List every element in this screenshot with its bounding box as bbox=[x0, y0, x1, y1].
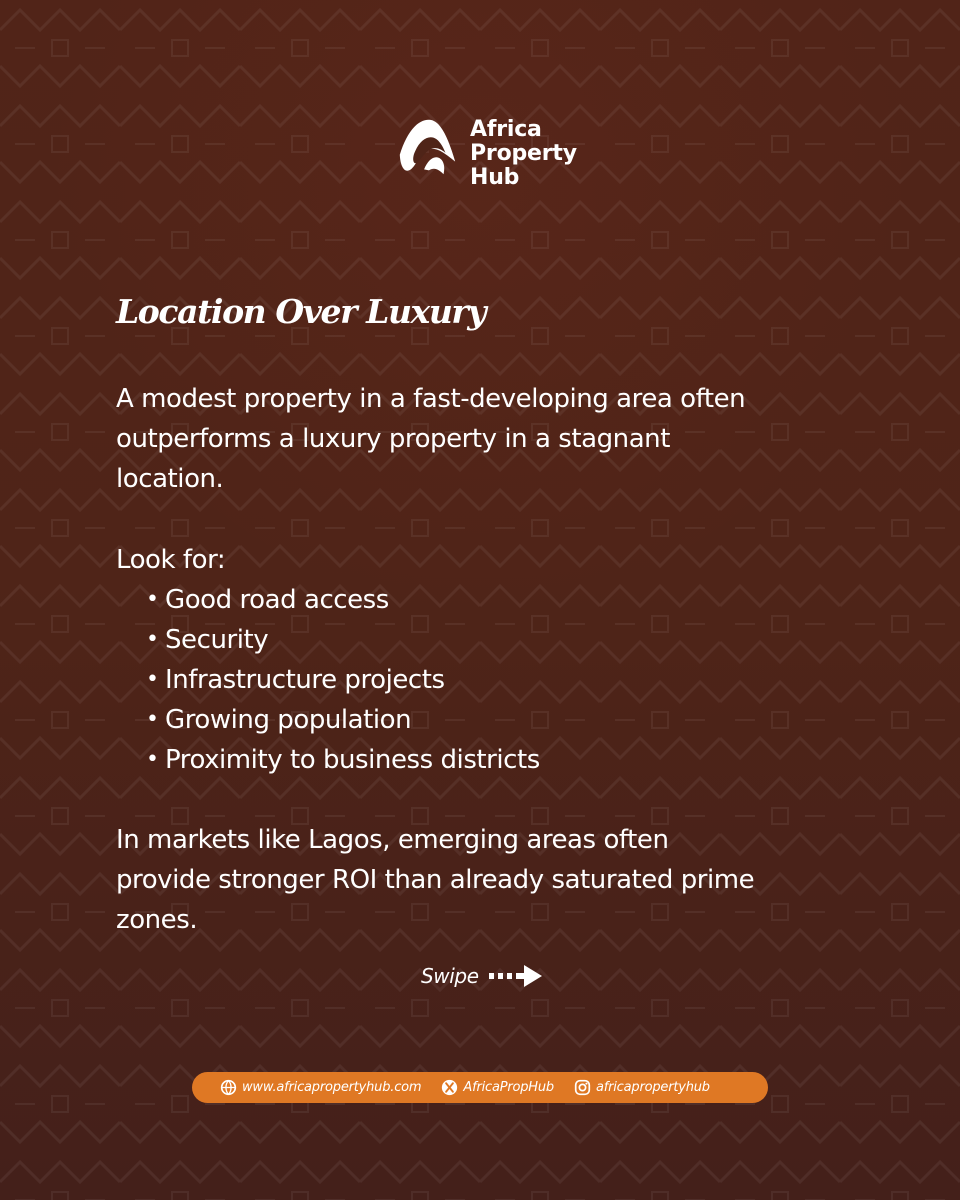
closing-paragraph: In markets like Lagos, emerging areas often provide stronger ROI than already saturated prime zones. bbox=[116, 825, 755, 935]
instagram-link-item[interactable] bbox=[574, 1079, 710, 1096]
x-handle-link[interactable]: AfricaPropHub bbox=[463, 1080, 554, 1095]
website-link-item[interactable] bbox=[220, 1079, 421, 1096]
look-for-label: Look for: bbox=[116, 545, 226, 575]
article-title: Location Over Luxury bbox=[116, 292, 486, 331]
intro-paragraph: A modest property in a fast-developing area often outperforms a luxury property in a stagnant location. bbox=[116, 384, 746, 494]
logo-line-hub: Hub bbox=[470, 165, 520, 190]
location-factor-infrastructure-projects: • Infrastructure projects bbox=[146, 660, 796, 700]
location-factor-good-road-access: • Good road access bbox=[146, 580, 796, 620]
instagram-handle-link[interactable]: africapropertyhub bbox=[595, 1080, 710, 1095]
website-link[interactable]: www.africapropertyhub.com bbox=[242, 1080, 422, 1095]
company-logo bbox=[392, 112, 582, 198]
swipe-prompt[interactable] bbox=[421, 961, 545, 991]
x-link-item[interactable] bbox=[441, 1079, 554, 1096]
location-factor-growing-population: • Growing population bbox=[146, 700, 796, 740]
logo-line-africa: Africa bbox=[470, 117, 542, 142]
house-logo-icon bbox=[392, 112, 462, 182]
contact-footer bbox=[192, 1072, 768, 1103]
instagram-icon bbox=[574, 1079, 591, 1096]
company-name bbox=[470, 118, 577, 190]
location-factors-list bbox=[116, 580, 796, 780]
swipe-label: Swipe bbox=[421, 964, 479, 988]
location-factor-business-districts: • Proximity to business districts bbox=[146, 740, 796, 780]
location-factor-security: • Security bbox=[146, 620, 796, 660]
globe-icon bbox=[220, 1079, 237, 1096]
x-icon bbox=[441, 1079, 458, 1096]
logo-line-property: Property bbox=[470, 141, 577, 166]
article-body bbox=[116, 379, 796, 940]
arrow-right-icon bbox=[489, 963, 545, 989]
